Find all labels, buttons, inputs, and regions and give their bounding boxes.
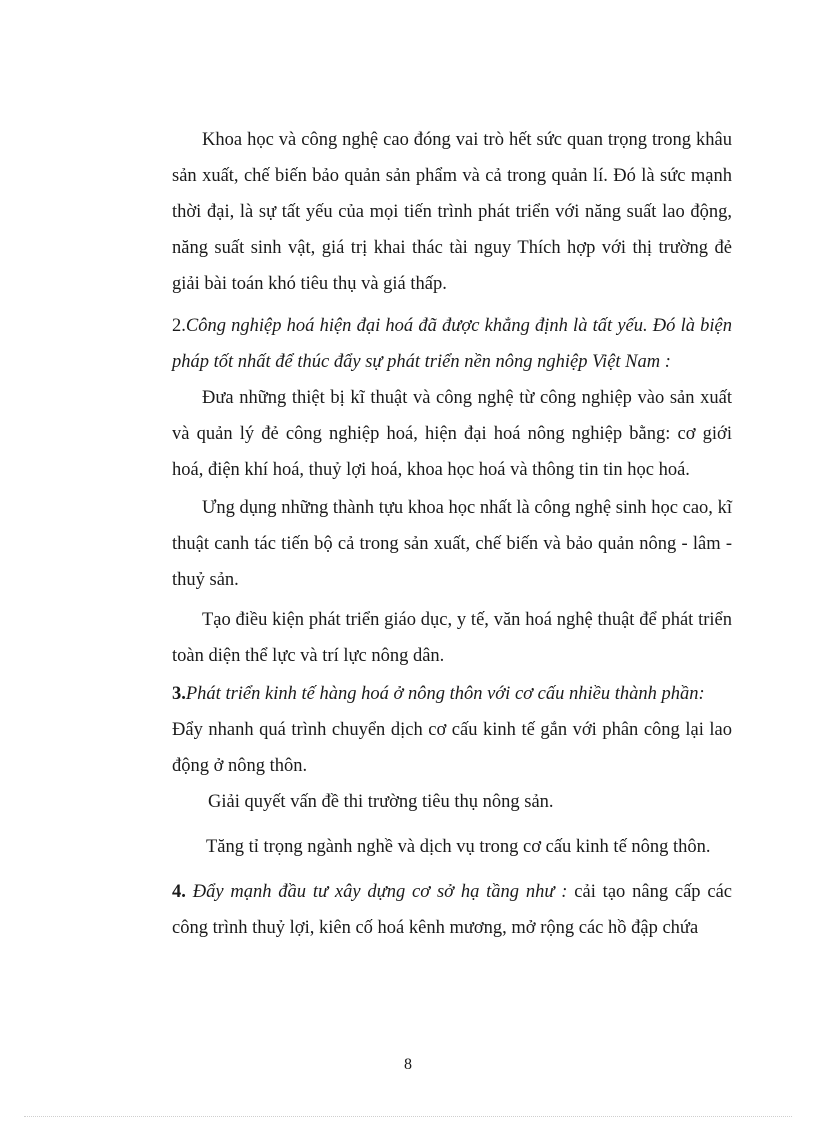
section-title: Đẩy mạnh đầu tư xây dựng cơ sở hạ tầng như :: [192, 882, 568, 902]
page-bottom-divider: [24, 1116, 792, 1117]
paragraph-equipment: Đưa những thiệt bị kĩ thuật và công nghệ từ công nghiệp vào sản xuất và quản lý đẻ công nghiệp hoá, hiện đại hoá nông nghiệp bằng: cơ giới hoá, điện khí hoá, thuỷ lợi hoá, khoa học hoá và thông tin tin học hoá.: [172, 388, 732, 480]
section-title: Phát triển kinh tế hàng hoá ở nông thôn với cơ cấu nhiều thành phần:: [185, 684, 705, 704]
heading-section-2: [172, 308, 732, 380]
paragraph-applications: Ưng dụng những thành tựu khoa học nhất là công nghệ sinh học cao, kĩ thuật canh tác tiến bộ cả trong sản xuất, chế biến và bảo quản nông - lâm - thuỷ sản.: [172, 498, 732, 590]
heading-section-4: [172, 874, 732, 946]
paragraph-services: Tăng tỉ trọng ngành nghề và dịch vụ trong cơ cấu kinh tế nông thôn.: [206, 837, 711, 857]
section-number: 4.: [172, 882, 186, 902]
section-number: 2.: [172, 316, 186, 336]
paragraph-science-technology: Khoa học và công nghệ cao đóng vai trò hết sức quan trọng trong khâu sản xuất, chế biến bảo quản sản phẩm và cả trong quản lí. Đó là sức mạnh thời đại, là sự tất yếu của mọi tiến trình phát triển với năng suất lao động, năng suất sinh vật, giá trị khai thác tài nguy Thích hợp với thị trường đẻ giải bài toán khó tiêu thụ và giá thấp.: [172, 130, 732, 294]
paragraph-education: Tạo điều kiện phát triển giáo dục, y tế, văn hoá nghệ thuật để phát triển toàn diện thể lực và trí lực nông dân.: [172, 610, 732, 666]
section-body: cải tạo nâng cấp các công trình thuỷ lợi, kiên cố hoá kênh mương, mở rộng các hồ đập chứa: [172, 882, 733, 938]
heading-section-3: [172, 676, 732, 712]
paragraph-restructure: Đẩy nhanh quá trình chuyển dịch cơ cấu kinh tế gắn với phân công lại lao động ở nông thôn.: [172, 720, 732, 776]
section-number: 3.: [172, 684, 186, 704]
paragraph-market: Giải quyết vấn đề thi trường tiêu thụ nông sản.: [208, 792, 554, 812]
section-title: Công nghiệp hoá hiện đại hoá đã được khẳng định là tất yếu. Đó là biện pháp tốt nhất để thúc đẩy sự phát triển nền nông nghiệp Việt Nam :: [172, 316, 732, 372]
page-number: 8: [404, 1056, 412, 1073]
